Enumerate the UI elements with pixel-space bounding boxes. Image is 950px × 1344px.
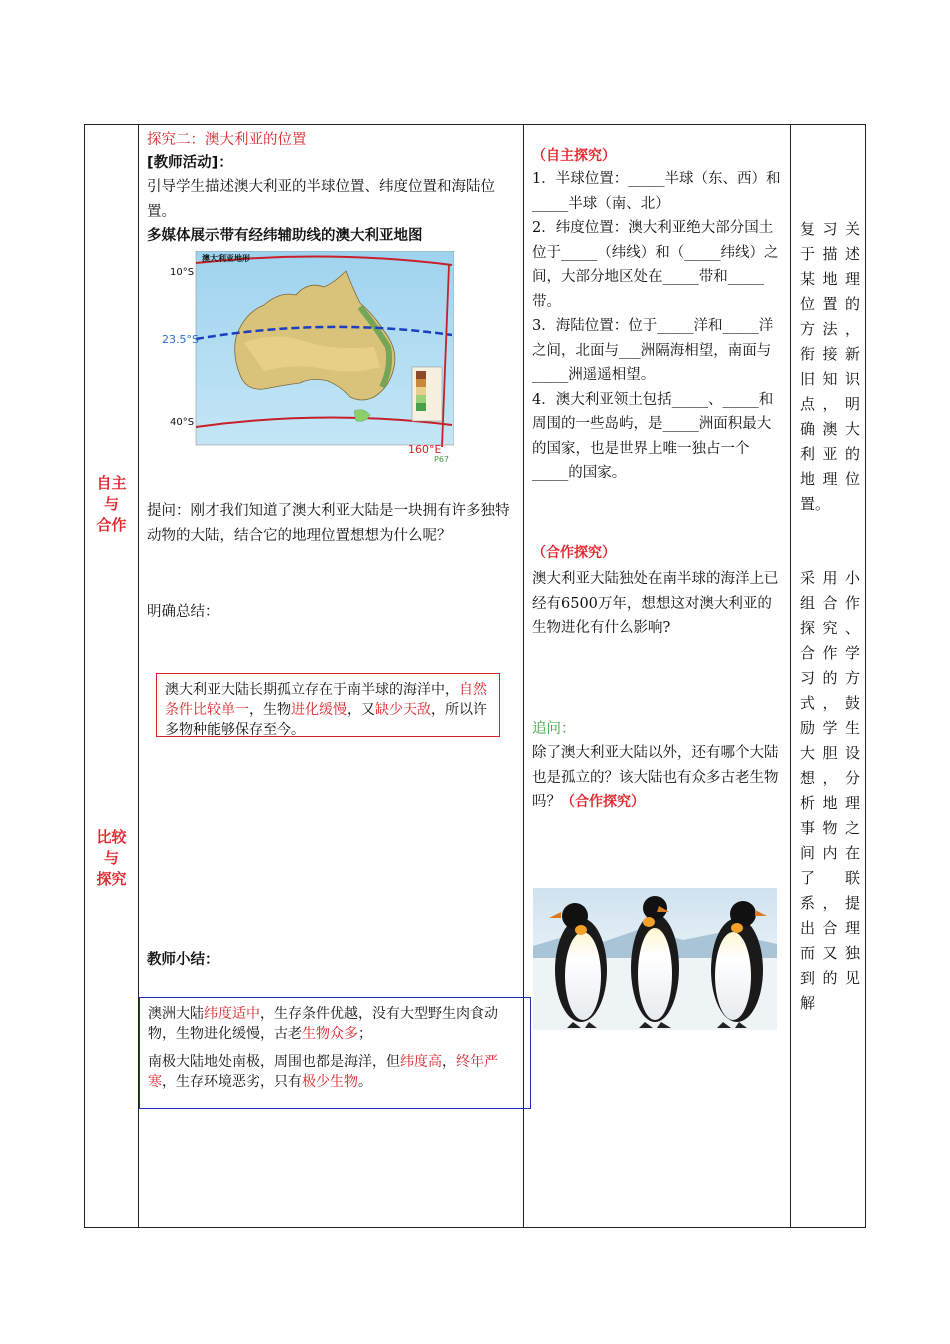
map-heading: 澳大利亚地形	[202, 254, 250, 263]
teacher-summary-label: 教师小结：	[147, 952, 220, 968]
question-1: 1．半球位置：_____半球（东、西）和_____半球（南、北）	[532, 171, 781, 212]
teacher-activity-label: [教师活动]：	[147, 155, 233, 171]
page-ref: P67	[434, 455, 450, 464]
question-4: 4．澳大利亚领土包括_____、_____和周围的一些岛屿，是_____洲面积最大的国家，也是世界上唯一独占一个_____的国家。	[532, 391, 774, 481]
lesson-table	[84, 124, 866, 1228]
stage-column	[85, 125, 138, 1227]
lat-23-5s-label: 23.5°S	[162, 333, 199, 346]
summary-label: 明确总结：	[147, 604, 220, 620]
guide-text: 引导学生描述澳大利亚的半球位置、纬度位置和海陆位置。	[147, 179, 495, 220]
question-3: 3．海陆位置：位于_____洋和_____洋之间，北面与___洲隔海相望，南面与_____洲遥遥相望。	[532, 318, 774, 383]
summary-box-compare: 澳洲大陆纬度适中，生存条件优越，没有大型野生肉食动物，生物进化缓慢，古老生物众多； 南极大陆地处南极，周围也都是海洋，但纬度高，终年严寒，生存环境恶劣，只有极少生物。	[139, 997, 531, 1109]
follow-up-question: 除了澳大利亚大陆以外，还有哪个大陆也是孤立的？该大陆也有众多古老生物吗？（合作探究）	[532, 745, 779, 810]
design-note-review: 复习关 于描述 某地理 位置的 方法， 衔接新 旧知识 点，明 确澳大 利亚的 地理位 置。	[800, 220, 860, 513]
section-title: 探究二：澳大利亚的位置	[147, 132, 307, 148]
follow-up-title: 追问：	[532, 721, 576, 737]
australia-terrain-map	[162, 251, 454, 464]
design-note-cooperation: 采用小 组合作 探究、 合作学 习的方 式，鼓 励学生 大胆设 想，分 析地理 事物之 间内在 了联 系，提 出合理 而又独 到的见 解	[800, 569, 860, 1012]
summary-box-australia: 澳大利亚大陆长期孤立存在于南半球的海洋中，自然条件比较单一，生物进化缓慢，又缺少天敌，所以许多物种能够保存至今。	[156, 673, 500, 737]
lon-160e-label: 160°E	[408, 443, 442, 456]
student-column	[524, 125, 790, 1227]
penguins-image	[533, 888, 777, 1030]
media-title: 多媒体展示带有经纬辅助线的澳大利亚地图	[147, 228, 423, 244]
teacher-column	[139, 125, 523, 1227]
lat-40s-label: 40°S	[170, 417, 195, 428]
design-intent-column	[791, 125, 867, 1227]
self-explore-title: （自主探究）	[532, 148, 616, 164]
stage-self-coop: 自主 与 合作	[96, 474, 127, 534]
question-text: 提问：刚才我们知道了澳大利亚大陆是一块拥有许多独特动物的大陆，结合它的地理位置想想为什么呢？	[147, 503, 510, 544]
stage-compare-explore: 比较 与 探究	[96, 828, 127, 888]
coop-explore-title: （合作探究）	[532, 545, 616, 561]
penguins-photo	[533, 888, 777, 1030]
question-2: 2．纬度位置：澳大利亚绝大部分国土位于_____（纬线）和（_____纬线）之间，大部分地区处在_____带和_____带。	[532, 220, 779, 310]
lat-10s-label: 10°S	[170, 267, 195, 278]
coop-question: 澳大利亚大陆独处在南半球的海洋上已经有6500万年，想想这对澳大利亚的生物进化有什么影响?	[532, 571, 779, 636]
map-graphic	[184, 251, 454, 463]
